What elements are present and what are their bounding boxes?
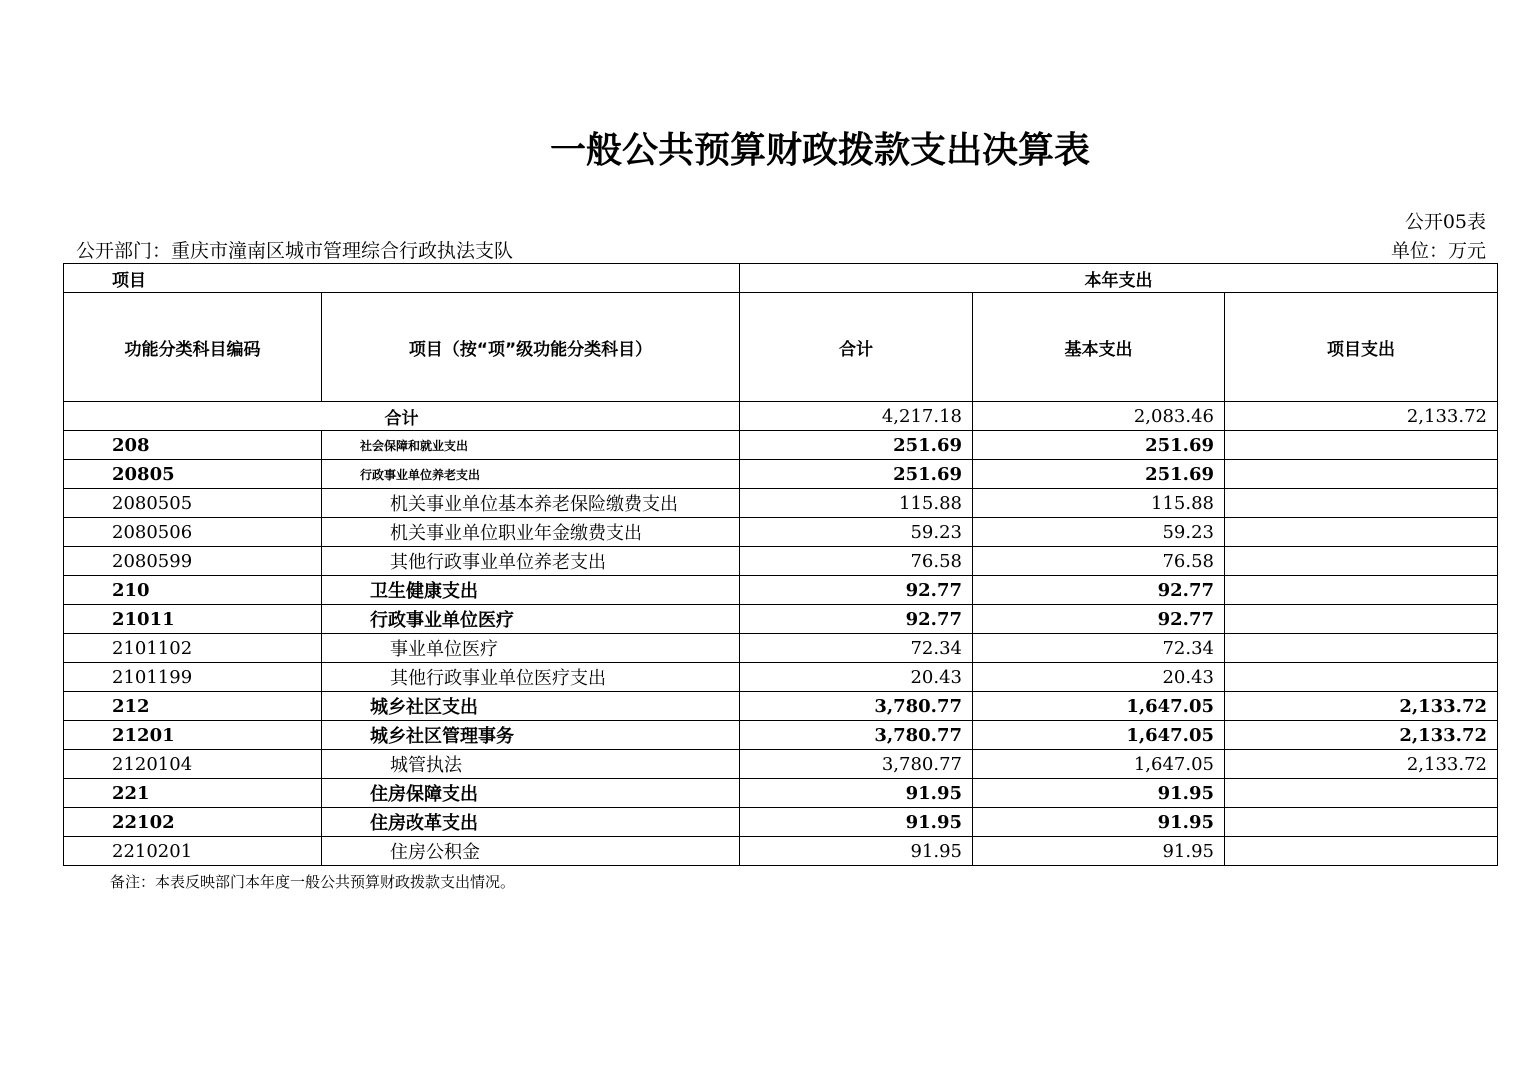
row-total: 115.88: [740, 489, 973, 518]
row-total: 91.95: [740, 779, 973, 808]
row-code: 210: [64, 576, 322, 605]
row-project: [1225, 576, 1498, 605]
row-code: 208: [64, 431, 322, 460]
row-item-name: 卫生健康支出: [322, 576, 740, 605]
total-row: [64, 402, 1498, 431]
table-row: [64, 460, 1498, 489]
row-project: [1225, 518, 1498, 547]
row-item-name: 其他行政事业单位养老支出: [322, 547, 740, 576]
row-project: [1225, 489, 1498, 518]
header-row-2: [64, 293, 1498, 402]
row-total: 92.77: [740, 576, 973, 605]
row-project: [1225, 837, 1498, 866]
row-total: 91.95: [740, 837, 973, 866]
table-row: [64, 721, 1498, 750]
header-row-1: [64, 264, 1498, 293]
department-label: 公开部门：重庆市潼南区城市管理综合行政执法支队: [76, 240, 514, 262]
row-item-name: 城乡社区管理事务: [322, 721, 740, 750]
footnote: 备注：本表反映部门本年度一般公共预算财政拨款支出情况。: [110, 873, 516, 891]
row-total: 92.77: [740, 605, 973, 634]
row-project: 2,133.72: [1225, 750, 1498, 779]
row-basic: 1,647.05: [973, 750, 1225, 779]
row-code: 21011: [64, 605, 322, 634]
row-code: 2101102: [64, 634, 322, 663]
row-item-name: 社会保障和就业支出: [322, 431, 740, 460]
expenditure-table: [63, 263, 1498, 866]
row-basic: 91.95: [973, 779, 1225, 808]
row-total: 20.43: [740, 663, 973, 692]
row-item-name: 行政事业单位医疗: [322, 605, 740, 634]
total-value: 4,217.18: [740, 402, 973, 431]
row-item-name: 城乡社区支出: [322, 692, 740, 721]
table-row: [64, 634, 1498, 663]
total-basic: 2,083.46: [973, 402, 1225, 431]
row-code: 2210201: [64, 837, 322, 866]
table-row: [64, 431, 1498, 460]
row-total: 3,780.77: [740, 692, 973, 721]
header-total: 合计: [740, 293, 973, 402]
row-item-name: 城管执法: [322, 750, 740, 779]
row-total: 72.34: [740, 634, 973, 663]
row-total: 59.23: [740, 518, 973, 547]
unit-label: 单位：万元: [1390, 240, 1486, 262]
row-basic: 20.43: [973, 663, 1225, 692]
row-project: [1225, 460, 1498, 489]
row-basic: 72.34: [973, 634, 1225, 663]
row-code: 2120104: [64, 750, 322, 779]
row-project: [1225, 634, 1498, 663]
row-item-name: 住房保障支出: [322, 779, 740, 808]
table-row: [64, 692, 1498, 721]
row-basic: 91.95: [973, 837, 1225, 866]
page-title: 一般公共预算财政拨款支出决算表: [549, 130, 1090, 171]
row-basic: 1,647.05: [973, 721, 1225, 750]
table-row: [64, 576, 1498, 605]
header-code: 功能分类科目编码: [64, 293, 322, 402]
row-project: [1225, 605, 1498, 634]
row-code: 212: [64, 692, 322, 721]
row-basic: 59.23: [973, 518, 1225, 547]
form-number: 公开05表: [1404, 211, 1486, 233]
table-row: [64, 547, 1498, 576]
row-project: [1225, 779, 1498, 808]
row-project: 2,133.72: [1225, 692, 1498, 721]
row-code: 2080505: [64, 489, 322, 518]
row-project: [1225, 663, 1498, 692]
row-code: 2080599: [64, 547, 322, 576]
row-total: 76.58: [740, 547, 973, 576]
row-total: 251.69: [740, 431, 973, 460]
row-total: 3,780.77: [740, 721, 973, 750]
row-total: 91.95: [740, 808, 973, 837]
total-label: 合计: [64, 402, 740, 431]
header-current-year: 本年支出: [740, 264, 1498, 293]
table-row: [64, 518, 1498, 547]
row-basic: 91.95: [973, 808, 1225, 837]
row-item-name: 住房公积金: [322, 837, 740, 866]
row-project: [1225, 808, 1498, 837]
table-row: [64, 663, 1498, 692]
row-item-name: 住房改革支出: [322, 808, 740, 837]
row-total: 251.69: [740, 460, 973, 489]
row-basic: 1,647.05: [973, 692, 1225, 721]
header-project: 项目: [64, 264, 740, 293]
row-code: 2101199: [64, 663, 322, 692]
header-item: 项目（按“项”级功能分类科目）: [322, 293, 740, 402]
row-code: 22102: [64, 808, 322, 837]
row-basic: 92.77: [973, 605, 1225, 634]
row-item-name: 事业单位医疗: [322, 634, 740, 663]
table-row: [64, 837, 1498, 866]
row-total: 3,780.77: [740, 750, 973, 779]
table-row: [64, 489, 1498, 518]
row-basic: 251.69: [973, 460, 1225, 489]
row-project: 2,133.72: [1225, 721, 1498, 750]
table-row: [64, 605, 1498, 634]
total-project: 2,133.72: [1225, 402, 1498, 431]
header-project-expenditure: 项目支出: [1225, 293, 1498, 402]
row-item-name: 其他行政事业单位医疗支出: [322, 663, 740, 692]
table-row: [64, 750, 1498, 779]
table-row: [64, 779, 1498, 808]
row-basic: 115.88: [973, 489, 1225, 518]
row-basic: 92.77: [973, 576, 1225, 605]
row-code: 21201: [64, 721, 322, 750]
table-row: [64, 808, 1498, 837]
row-project: [1225, 431, 1498, 460]
row-basic: 76.58: [973, 547, 1225, 576]
row-project: [1225, 547, 1498, 576]
row-code: 20805: [64, 460, 322, 489]
row-basic: 251.69: [973, 431, 1225, 460]
row-item-name: 机关事业单位职业年金缴费支出: [322, 518, 740, 547]
row-item-name: 机关事业单位基本养老保险缴费支出: [322, 489, 740, 518]
header-basic: 基本支出: [973, 293, 1225, 402]
row-code: 2080506: [64, 518, 322, 547]
row-code: 221: [64, 779, 322, 808]
row-item-name: 行政事业单位养老支出: [322, 460, 740, 489]
